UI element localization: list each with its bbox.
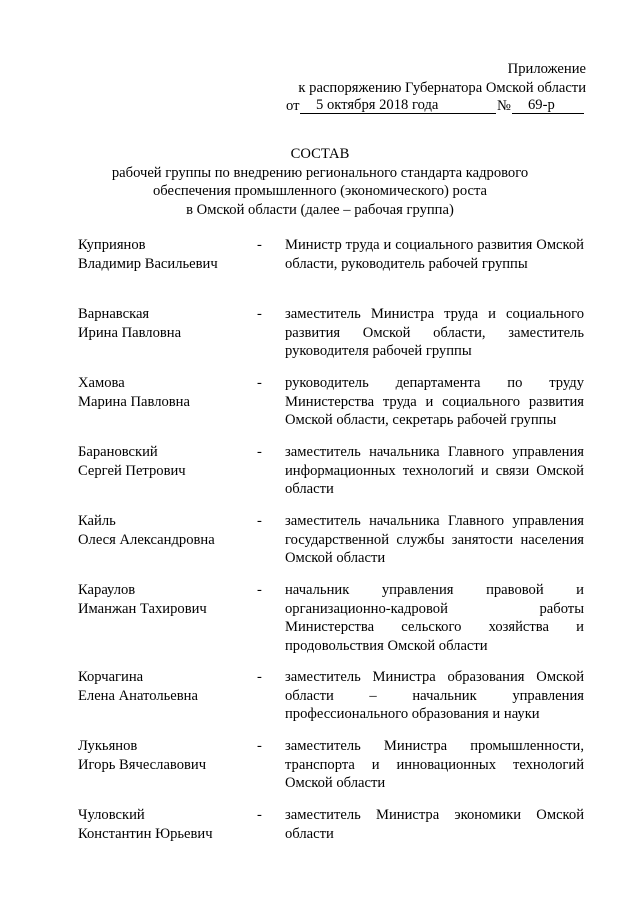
member-name <box>78 806 248 843</box>
title-main: СОСТАВ <box>290 146 350 162</box>
member-name <box>78 236 248 273</box>
member-role: Министр труда и социального развития Омской области, руководитель рабочей группы <box>285 237 584 272</box>
document-title <box>60 145 580 219</box>
member-surname: Варнавская <box>78 306 150 322</box>
member-name <box>78 512 248 549</box>
dash-separator: - <box>257 375 262 391</box>
member-given-name: Владимир Васильевич <box>78 255 218 272</box>
member-surname: Куприянов <box>78 237 146 253</box>
member-name <box>78 374 248 411</box>
member-surname: Караулов <box>78 582 136 598</box>
member-name <box>78 443 248 480</box>
dash-separator: - <box>257 669 262 685</box>
member-surname: Кайль <box>78 513 116 529</box>
member-given-name: Олеся Александровна <box>78 531 215 548</box>
dash-separator: - <box>257 582 262 598</box>
member-row <box>78 236 590 291</box>
member-name <box>78 305 248 342</box>
member-given-name: Игорь Вячеславович <box>78 756 207 773</box>
member-name <box>78 737 248 774</box>
order-reference: к распоряжению Губернатора Омской области <box>298 79 586 96</box>
member-role: начальник управления правовой и организационно-кадровой работы Министерства сельского хозяйства и продовольствия Омской области <box>285 582 584 654</box>
dash-separator: - <box>257 807 262 823</box>
member-surname: Хамова <box>78 375 125 391</box>
member-surname: Корчагина <box>78 669 144 685</box>
dash-separator: - <box>257 306 262 322</box>
order-date: 5 октября 2018 года <box>300 97 496 114</box>
member-surname: Чуловский <box>78 807 145 823</box>
dash-separator: - <box>257 738 262 754</box>
members-list <box>78 236 590 875</box>
member-row <box>78 512 590 567</box>
dash-separator: - <box>257 237 262 253</box>
member-row <box>78 581 590 654</box>
member-row <box>78 737 590 792</box>
member-role: руководитель департамента по труду Министерства труда и социального развития Омской области, секретарь рабочей группы <box>285 375 584 428</box>
member-given-name: Сергей Петрович <box>78 462 186 479</box>
member-role: заместитель начальника Главного управления государственной службы занятости населения Омской области <box>285 513 584 566</box>
title-line: в Омской области (далее – рабочая группа) <box>186 201 454 218</box>
order-number: 69-р <box>512 97 584 114</box>
order-date-number <box>286 97 586 116</box>
member-role: заместитель Министра промышленности, транспорта и инновационных технологий Омской области <box>285 738 584 791</box>
member-row <box>78 806 590 861</box>
from-label: от <box>286 98 300 114</box>
member-role: заместитель Министра экономики Омской области <box>285 807 584 842</box>
member-given-name: Марина Павловна <box>78 393 190 410</box>
appendix-header <box>286 60 586 116</box>
member-surname: Лукьянов <box>78 738 138 754</box>
member-row <box>78 305 590 360</box>
number-label: № <box>497 98 511 114</box>
dash-separator: - <box>257 444 262 460</box>
member-surname: Барановский <box>78 444 158 460</box>
member-name <box>78 668 248 705</box>
member-name <box>78 581 248 618</box>
title-line: рабочей группы по внедрению регионального стандарта кадрового <box>111 164 529 181</box>
member-given-name: Елена Анатольевна <box>78 687 198 704</box>
member-role: заместитель начальника Главного управления информационных технологий и связи Омской области <box>285 444 584 497</box>
member-row <box>78 374 590 429</box>
member-role: заместитель Министра образования Омской области – начальник управления профессионального образования и науки <box>285 669 584 722</box>
member-row <box>78 668 590 723</box>
member-given-name: Иманжан Тахирович <box>78 600 207 617</box>
member-given-name: Константин Юрьевич <box>78 825 213 842</box>
member-row <box>78 443 590 498</box>
member-given-name: Ирина Павловна <box>78 324 182 341</box>
title-line: обеспечения промышленного (экономического) роста <box>152 183 488 199</box>
appendix-label: Приложение <box>507 61 586 77</box>
dash-separator: - <box>257 513 262 529</box>
member-role: заместитель Министра труда и социального развития Омской области, заместитель руководителя рабочей группы <box>285 306 584 359</box>
